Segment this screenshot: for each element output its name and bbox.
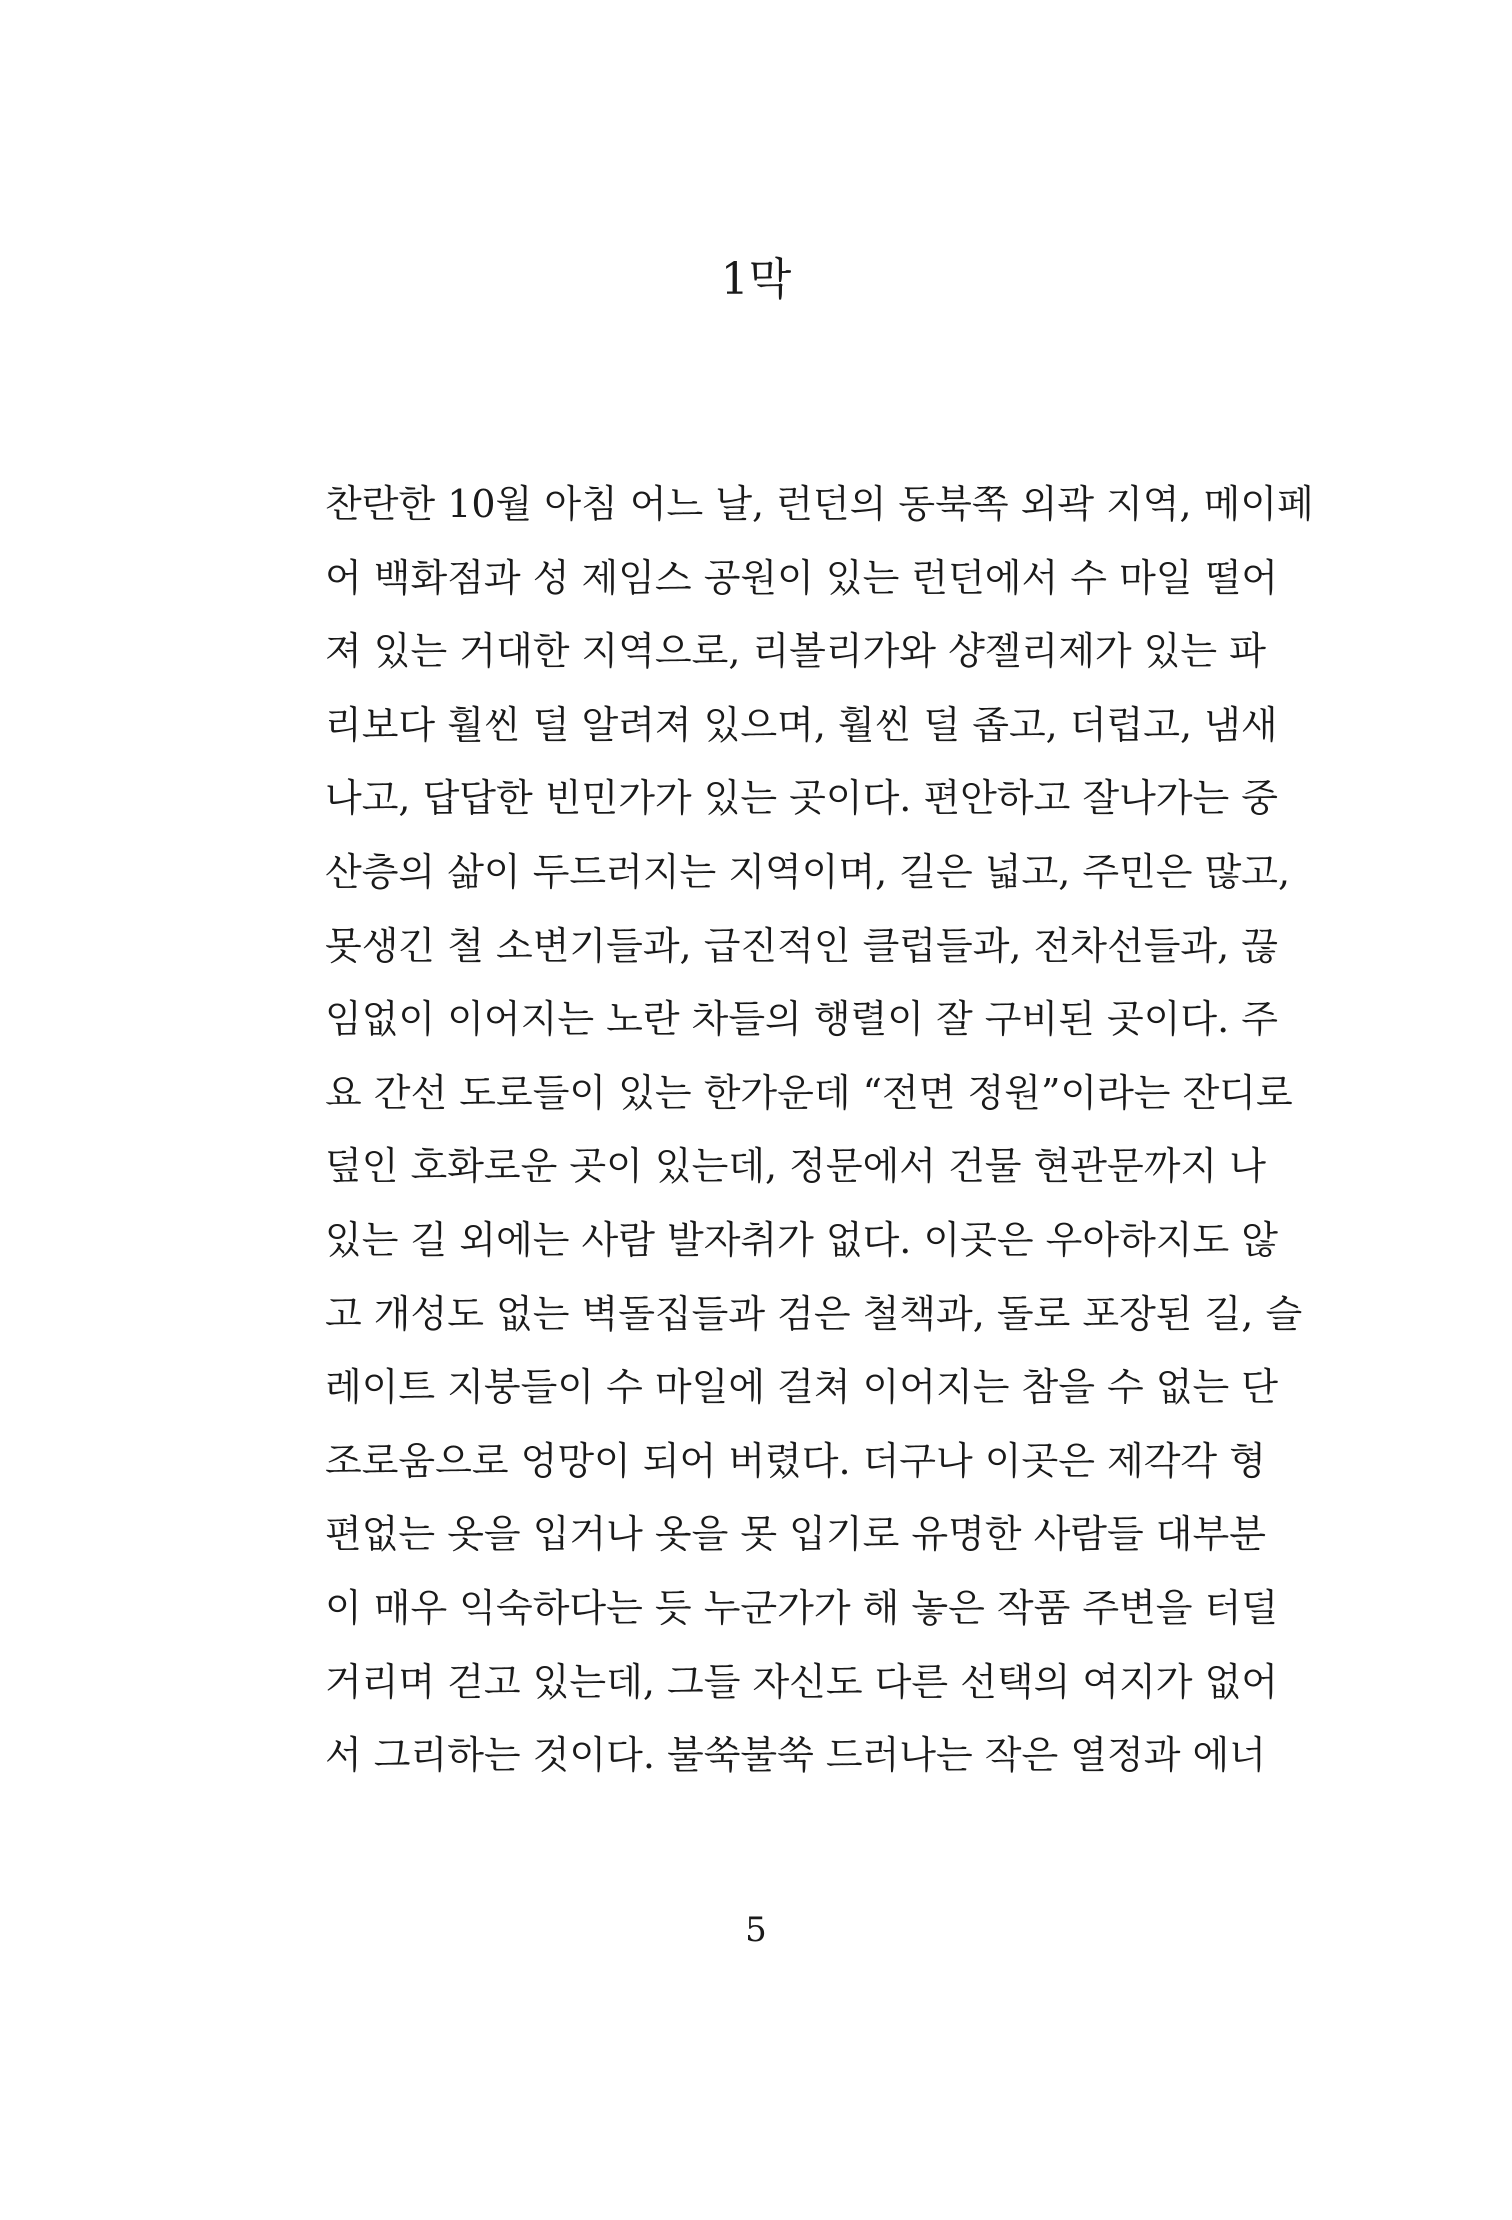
body-line: 고 개성도 없는 벽돌집들과 검은 철책과, 돌로 포장된 길, 슬 [325,1291,1303,1336]
chapter-title: 1막 [720,254,792,305]
page-number: 5 [745,1910,767,1950]
body-line: 이 매우 익숙하다는 듯 누군가가 해 놓은 작품 주변을 터덜 [325,1585,1278,1630]
body-text [325,468,1314,1793]
body-line: 어 백화점과 성 제임스 공원이 있는 런던에서 수 마일 떨어 [325,555,1278,600]
body-line: 져 있는 거대한 지역으로, 리볼리가와 샹젤리제가 있는 파 [325,629,1266,674]
body-line: 못생긴 철 소변기들과, 급진적인 클럽들과, 전차선들과, 끊 [325,923,1278,968]
body-line: 임없이 이어지는 노란 차들의 행렬이 잘 구비된 곳이다. 주 [325,997,1278,1042]
body-line: 찬란한 10월 아침 어느 날, 런던의 동북쪽 외곽 지역, 메이페 [325,482,1314,526]
body-line: 덮인 호화로운 곳이 있는데, 정문에서 건물 현관문까지 나 [325,1144,1266,1189]
body-line: 나고, 답답한 빈민가가 있는 곳이다. 편안하고 잘나가는 중 [325,776,1278,821]
body-line: 있는 길 외에는 사람 발자취가 없다. 이곳은 우아하지도 않 [325,1217,1278,1262]
body-line: 편없는 옷을 입거나 옷을 못 입기로 유명한 사람들 대부분 [325,1512,1266,1557]
body-line: 레이트 지붕들이 수 마일에 걸쳐 이어지는 참을 수 없는 단 [325,1365,1278,1410]
body-line: 리보다 훨씬 덜 알려져 있으며, 훨씬 덜 좁고, 더럽고, 냄새 [325,702,1278,747]
body-line: 산층의 삶이 두드러지는 지역이며, 길은 넓고, 주민은 많고, [325,849,1291,894]
body-line: 서 그리하는 것이다. 불쑥불쑥 드러나는 작은 열정과 에너 [325,1733,1266,1778]
body-line: 요 간선 도로들이 있는 한가운데 “전면 정원”이라는 잔디로 [325,1070,1293,1115]
body-line: 조로움으로 엉망이 되어 버렸다. 더구나 이곳은 제각각 형 [325,1438,1266,1483]
body-line: 거리며 걷고 있는데, 그들 자신도 다른 선택의 여지가 없어 [325,1659,1278,1704]
